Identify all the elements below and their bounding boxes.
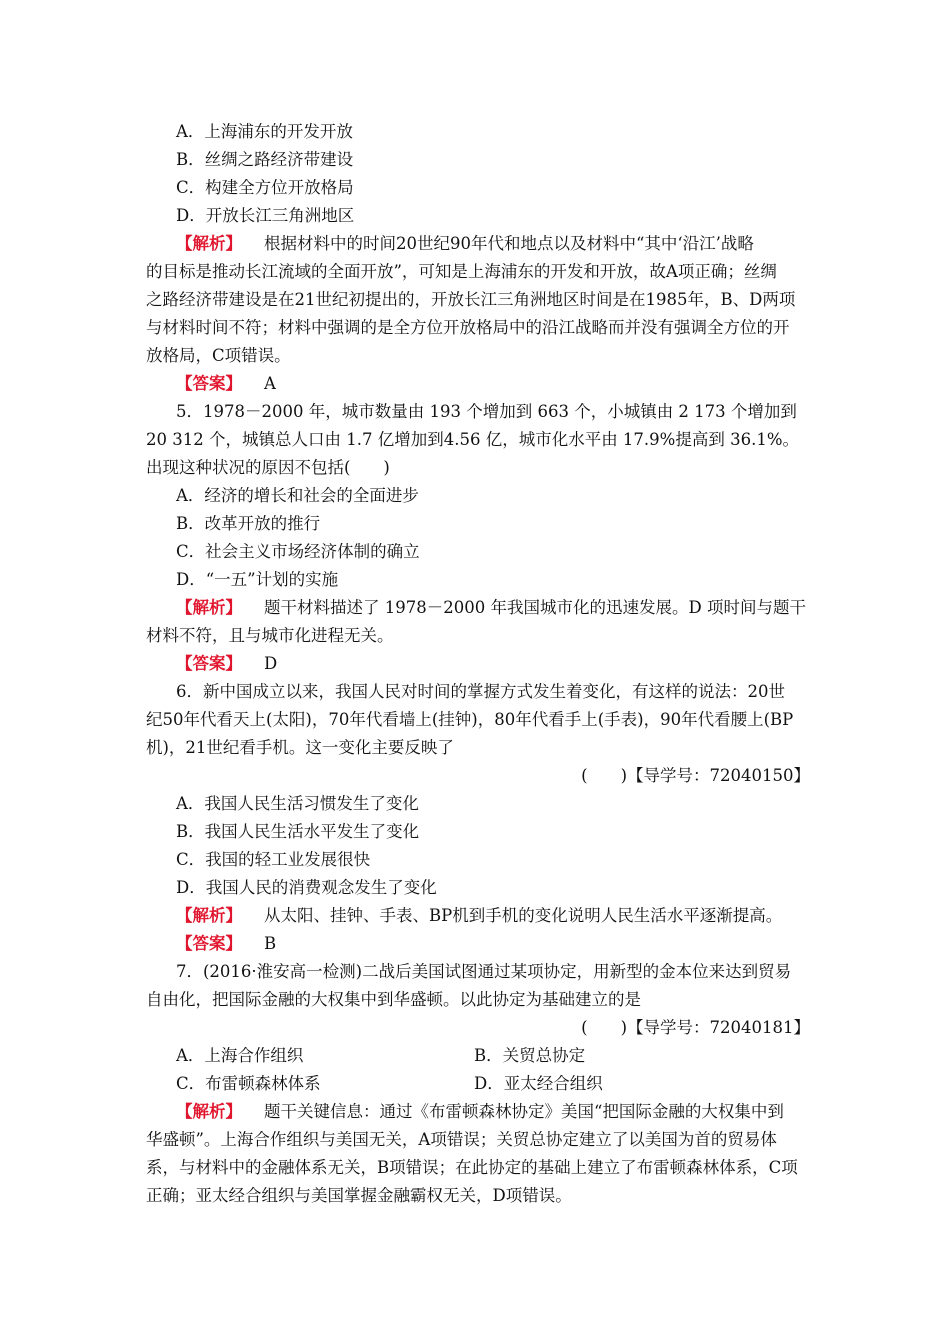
q6-stem-line-2: 纪50年代看天上(太阳)，70年代看墙上(挂钟)，80年代看手上(手表)，90年代看腰上(BP [146,710,794,729]
q7-analysis-line-2: 华盛顿”。上海合作组织与美国无关，A项错误；关贸总协定建立了以美国为首的贸易体 [146,1130,777,1149]
q5-answer-value: D [264,654,278,673]
q7-analysis-line-1: 【解析】 题干关键信息：通过《布雷顿森林协定》美国“把国际金融的大权集中到 [176,1102,784,1121]
q5-option-b: B．改革开放的推行 [176,514,321,533]
q6-answer-value: B [264,934,277,953]
q6-stem-line-3: 机)，21世纪看手机。这一变化主要反映了 [146,738,454,757]
q6-option-c: C．我国的轻工业发展很快 [176,850,371,869]
q7-stem-line-1: 7．(2016·淮安高一检测)二战后美国试图通过某项协定，用新型的金本位来达到贸易 [176,962,792,981]
q4-answer [146,370,810,398]
q5-analysis-line-2: 材料不符，且与城市化进程无关。 [146,626,394,645]
q6-option-b: B．我国人民生活水平发生了变化 [176,822,420,841]
answer-tag: 【答案】 [176,374,242,393]
q7-option-a: A．上海合作组织 [176,1046,304,1065]
q6-stem-line-1: 6．新中国成立以来，我国人民对时间的掌握方式发生着变化，有这样的说法：20世 [176,682,785,701]
answer-tag: 【答案】 [176,934,242,953]
q7-option-d: D．亚太经合组织 [474,1074,603,1093]
q4-option-d: D．开放长江三角洲地区 [176,206,355,225]
q7-analysis-line-4: 正确；亚太经合组织与美国掌握金融霸权无关，D项错误。 [146,1186,572,1205]
q5-option-a: A．经济的增长和社会的全面进步 [176,486,419,505]
q6-option-d: D．我国人民的消费观念发生了变化 [176,878,437,897]
q5-stem-line-1: 5．1978－2000 年，城市数量由 193 个增加到 663 个，小城镇由 2 173 个增加到 [176,402,797,421]
q5-stem-line-3: 出现这种状况的原因不包括( ) [146,458,390,477]
document-body [146,118,810,1210]
q4-analysis-line-5: 放格局，C项错误。 [146,346,291,365]
q7-options-row-2 [146,1070,810,1098]
q6-analysis-line-1: 【解析】 从太阳、挂钟、手表、BP机到手机的变化说明人民生活水平逐渐提高。 [176,906,783,925]
q5-answer [146,650,810,678]
q7-option-c: C．布雷顿森林体系 [176,1074,321,1093]
analysis-tag: 【解析】 [176,1102,242,1121]
q5-option-d: D．“一五”计划的实施 [176,570,339,589]
q7-stem-line-2: 自由化，把国际金融的大权集中到华盛顿。以此协定为基础建立的是 [146,990,641,1009]
analysis-tag: 【解析】 [176,234,242,253]
q5-option-c: C．社会主义市场经济体制的确立 [176,542,420,561]
q4-option-b: B．丝绸之路经济带建设 [176,150,354,169]
analysis-tag: 【解析】 [176,598,242,617]
q5-analysis-line-1: 【解析】 题干材料描述了 1978－2000 年我国城市化的迅速发展。D 项时间与题干 [176,598,806,617]
answer-tag: 【答案】 [176,654,242,673]
q6-guide-number: ( )【导学号：72040150】 [581,766,810,785]
q4-analysis-line-3: 之路经济带建设是在21世纪初提出的，开放长江三角洲地区时间是在1985年，B、D两项 [146,290,796,309]
q6-answer [146,930,810,958]
q7-option-b: B．关贸总协定 [474,1046,586,1065]
q7-options-row-1 [146,1042,810,1070]
q4-analysis-line-2: 的目标是推动长江流域的全面开放”，可知是上海浦东的开发和开放，故A项正确；丝绸 [146,262,777,281]
q4-analysis-line-1: 【解析】 根据材料中的时间20世纪90年代和地点以及材料中“其中‘沿江’战略 [176,234,754,253]
q5-stem-line-2: 20 312 个，城镇总人口由 1.7 亿增加到4.56 亿，城市化水平由 17.9%提高到 36.1%。 [146,430,800,449]
q6-option-a: A．我国人民生活习惯发生了变化 [176,794,419,813]
q4-option-a: A．上海浦东的开发开放 [176,122,353,141]
q4-analysis-line-4: 与材料时间不符；材料中强调的是全方位开放格局中的沿江战略而并没有强调全方位的开 [146,318,790,337]
q4-answer-value: A [264,374,276,393]
analysis-tag: 【解析】 [176,906,242,925]
q4-option-c: C．构建全方位开放格局 [176,178,354,197]
q7-analysis-line-3: 系，与材料中的金融体系无关，B项错误；在此协定的基础上建立了布雷顿森林体系，C项 [146,1158,798,1177]
q7-guide-number: ( )【导学号：72040181】 [581,1018,810,1037]
